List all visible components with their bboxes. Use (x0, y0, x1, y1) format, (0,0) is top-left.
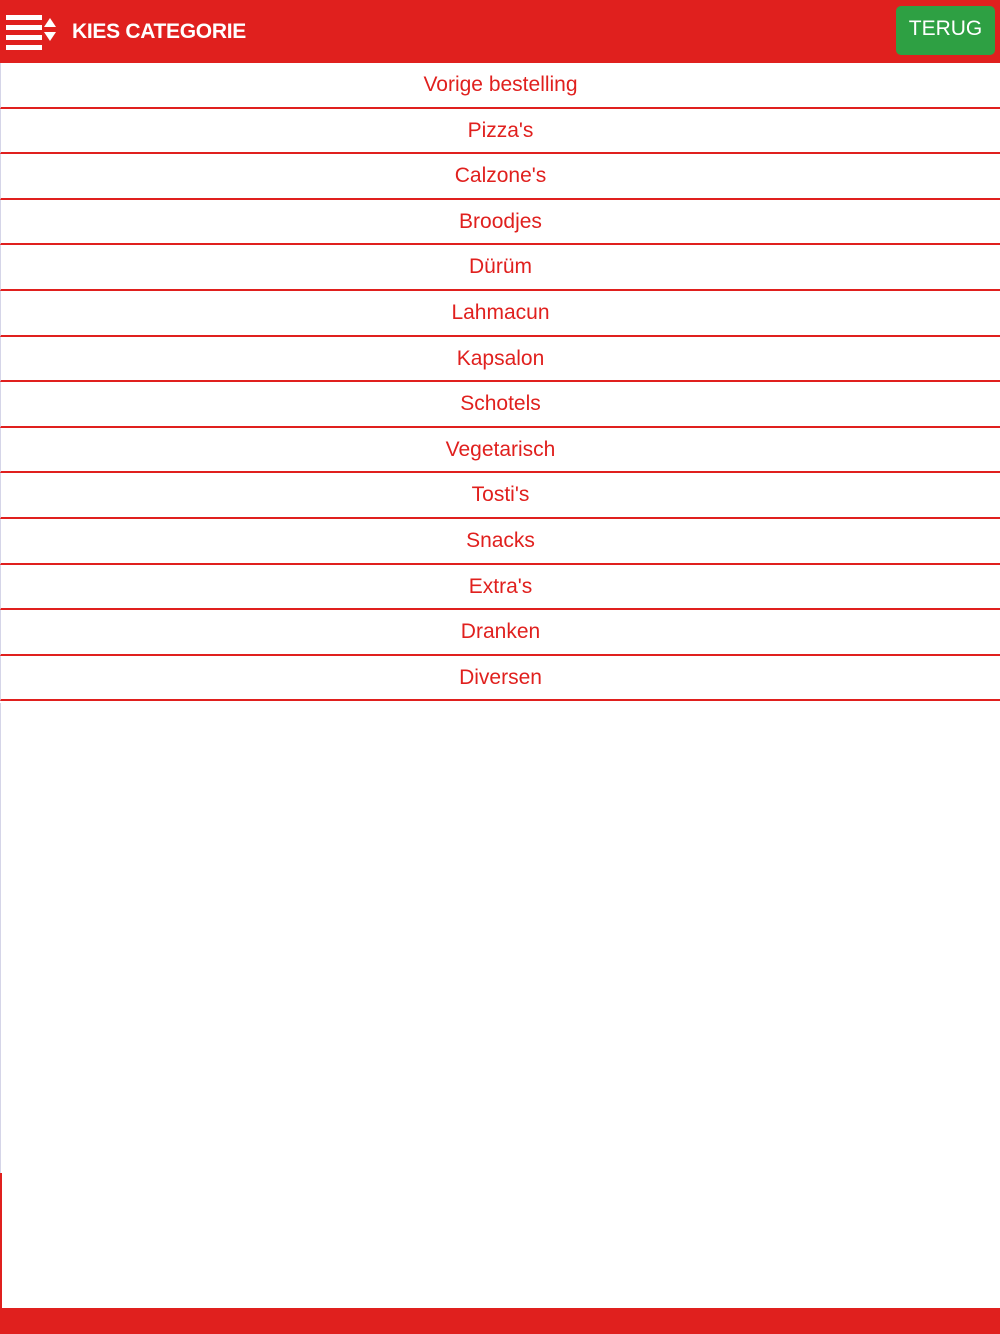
category-list (0, 63, 1000, 701)
left-border-accent (0, 1173, 2, 1308)
left-border (0, 703, 1, 1173)
header-bar (0, 0, 1000, 63)
category-item-extras[interactable]: Extra's (0, 565, 1000, 611)
category-item-vegetarisch[interactable]: Vegetarisch (0, 428, 1000, 474)
category-item-pizzas[interactable]: Pizza's (0, 109, 1000, 155)
footer-bar (0, 1308, 1000, 1334)
category-item-vorige-bestelling[interactable]: Vorige bestelling (0, 63, 1000, 109)
category-item-broodjes[interactable]: Broodjes (0, 200, 1000, 246)
category-item-snacks[interactable]: Snacks (0, 519, 1000, 565)
back-button[interactable]: TERUG (896, 6, 995, 55)
sort-list-icon[interactable] (6, 14, 60, 50)
category-item-diversen[interactable]: Diversen (0, 656, 1000, 702)
page-title: KIES CATEGORIE (72, 20, 246, 43)
category-item-calzones[interactable]: Calzone's (0, 154, 1000, 200)
category-item-tostis[interactable]: Tosti's (0, 473, 1000, 519)
category-item-kapsalon[interactable]: Kapsalon (0, 337, 1000, 383)
category-item-durum[interactable]: Dürüm (0, 245, 1000, 291)
category-item-schotels[interactable]: Schotels (0, 382, 1000, 428)
category-item-dranken[interactable]: Dranken (0, 610, 1000, 656)
category-item-lahmacun[interactable]: Lahmacun (0, 291, 1000, 337)
